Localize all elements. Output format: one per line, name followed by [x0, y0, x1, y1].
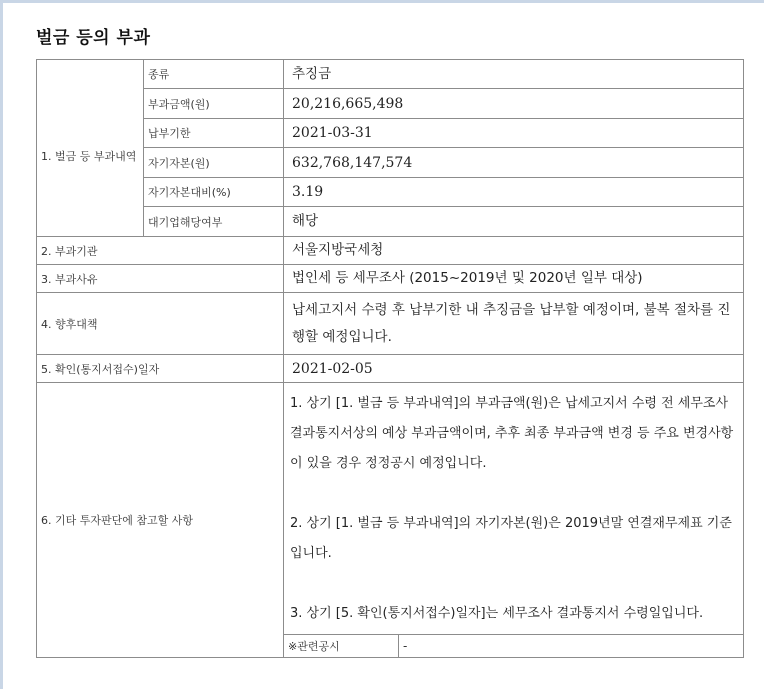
table-row — [37, 60, 744, 89]
related-disclosure-label: ※관련공시 — [284, 635, 399, 658]
table-row — [37, 119, 744, 148]
section6-notes — [284, 383, 744, 635]
row-value-amount: 20,216,665,498 — [284, 89, 744, 119]
note-2: 2. 상기 [1. 벌금 등 부과내역]의 자기자본(원)은 2019년말 연결재무제표 기준입니다. — [290, 515, 732, 561]
table-row — [37, 383, 744, 635]
table-row — [37, 355, 744, 383]
table-row — [37, 237, 744, 265]
row-label-amount: 부과금액(원) — [144, 89, 284, 119]
table-row — [37, 89, 744, 119]
section2-value: 서울지방국세청 — [284, 237, 744, 265]
row-value-large-corp: 해당 — [284, 207, 744, 237]
row-label-equity: 자기자본(원) — [144, 148, 284, 178]
note-spacer — [290, 479, 739, 509]
section4-label: 4. 향후대책 — [37, 293, 284, 355]
related-disclosure-value: - — [399, 635, 744, 658]
section1-label: 1. 벌금 등 부과내역 — [37, 60, 144, 237]
table-row — [37, 207, 744, 237]
section6-label: 6. 기타 투자판단에 참고할 사항 — [37, 383, 284, 658]
table-row — [37, 178, 744, 207]
section3-value: 법인세 등 세무조사 (2015~2019년 및 2020년 일부 대상) — [284, 265, 744, 293]
section5-value: 2021-02-05 — [284, 355, 744, 383]
note-spacer — [290, 569, 739, 599]
table-row — [37, 293, 744, 355]
note-3: 3. 상기 [5. 확인(통지서접수)일자]는 세무조사 결과통지서 수령일입니다. — [290, 605, 704, 621]
row-label-type: 종류 — [144, 60, 284, 89]
row-value-equity-ratio: 3.19 — [284, 178, 744, 207]
section3-label: 3. 부과사유 — [37, 265, 284, 293]
section2-label: 2. 부과기관 — [37, 237, 284, 265]
table-row — [37, 148, 744, 178]
section4-value: 납세고지서 수령 후 납부기한 내 추징금을 납부할 예정이며, 불복 절차를 진행할 예정입니다. — [284, 293, 744, 355]
row-label-equity-ratio: 자기자본대비(%) — [144, 178, 284, 207]
page-title: 벌금 등의 부과 — [36, 28, 151, 48]
note-1: 1. 상기 [1. 벌금 등 부과내역]의 부과금액(원)은 납세고지서 수령 전 세무조사 결과통지서상의 예상 부과금액이며, 추후 최종 부과금액 변경 등 주요 변경사항이 있을 경우 정정공시 예정입니다. — [290, 395, 734, 471]
row-label-due-date: 납부기한 — [144, 119, 284, 148]
row-label-large-corp: 대기업해당여부 — [144, 207, 284, 237]
disclosure-table — [36, 59, 744, 658]
row-value-equity: 632,768,147,574 — [284, 148, 744, 178]
row-value-type: 추징금 — [284, 60, 744, 89]
section5-label: 5. 확인(통지서접수)일자 — [37, 355, 284, 383]
row-value-due-date: 2021-03-31 — [284, 119, 744, 148]
table-row — [37, 265, 744, 293]
